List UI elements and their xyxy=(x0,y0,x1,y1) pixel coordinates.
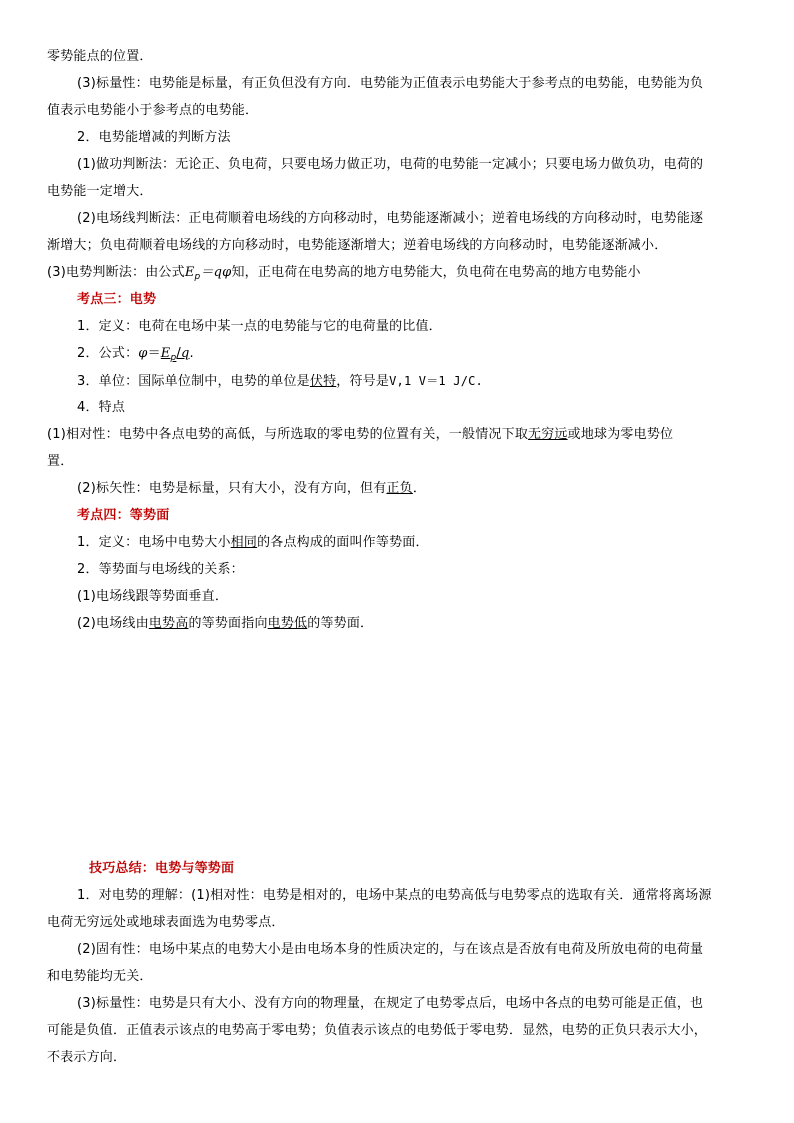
formula-symbol: φ xyxy=(138,346,148,361)
text-line: 2．电势能增减的判断方法 xyxy=(77,130,231,145)
formula-subscript: p xyxy=(194,272,201,282)
text-line xyxy=(77,535,429,551)
text-segment: 的等势面． xyxy=(307,616,374,631)
text-line: 电势能一定增大． xyxy=(47,184,153,199)
underlined-term: 伏特 xyxy=(309,374,337,389)
underlined-term: 正负 xyxy=(386,481,413,496)
text-line: 不表示方向． xyxy=(47,1050,127,1065)
text-segment: 3．单位：国际单位制中，电势的单位是 xyxy=(77,374,310,389)
underlined-term: 电势低 xyxy=(267,616,308,631)
text-segment: 的各点构成的面叫作等势面． xyxy=(257,535,429,550)
text-segment: 1．定义：电场中电势大小 xyxy=(77,535,231,550)
text-line: 1．对电势的理解：(1)相对性：电势是相对的，电场中某点的电势高低与电势零点的选取有关．通常将离场源 xyxy=(77,888,712,903)
text-line-formula xyxy=(47,265,641,285)
text-line: (1)电场线跟等势面垂直． xyxy=(77,589,229,604)
text-line: (3)标量性：电势能是标量，有正负但没有方向．电势能为正值表示电势能大于参考点的电势能，电势能为负 xyxy=(77,76,704,91)
text-line: 1．定义：电荷在电场中某一点的电势能与它的电荷量的比值． xyxy=(77,319,442,334)
text-segment: ． xyxy=(412,481,427,496)
text-segment: (1)相对性：电势中各点电势的高低，与所选取的零电势的位置有关，一般情况下取 xyxy=(47,427,529,442)
text-segment: 的等势面指向 xyxy=(188,616,268,631)
formula-symbol: . xyxy=(189,346,194,361)
text-segment: 2．公式： xyxy=(77,346,139,361)
text-segment: (3)电势判断法：由公式 xyxy=(47,265,185,280)
underlined-term: 电势高 xyxy=(148,616,189,631)
text-line: 渐增大；负电荷顺着电场线的方向移动时，电势能逐渐增大；逆着电场线的方向移动时，电势能逐渐减小． xyxy=(47,238,668,253)
text-line: 电荷无穷远处或地球表面选为电势零点． xyxy=(47,915,285,930)
text-line xyxy=(47,427,673,443)
text-line: 4．特点 xyxy=(77,400,126,415)
text-line: 置． xyxy=(47,454,74,469)
underlined-term: 相同 xyxy=(230,535,258,550)
text-line: (2)电场线判断法：正电荷顺着电场线的方向移动时，电势能逐渐减小；逆着电场线的方向移动时，电势能逐 xyxy=(77,211,704,226)
formula-symbol: / xyxy=(176,346,182,361)
text-line: 可能是负值．正值表示该点的电势高于零电势；负值表示该点的电势低于零电势．显然，电势的正负只表示大小， xyxy=(47,1023,708,1038)
formula-symbol: E xyxy=(160,346,171,361)
text-line: (2)固有性：电场中某点的电势大小是由电场本身的性质决定的，与在该点是否放有电荷及所放电荷的电荷量 xyxy=(77,942,704,957)
text-line: (3)标量性：电势是只有大小、没有方向的物理量，在规定了电势零点后，电场中各点的电势可能是正值，也 xyxy=(77,996,704,1011)
text-segment: 或地球为零电势位 xyxy=(567,427,674,442)
text-segment: (2)标矢性：电势是标量，只有大小，没有方向，但有 xyxy=(77,481,387,496)
text-line: (1)做功判断法：无论正、负电荷，只要电场力做正功，电荷的电势能一定减小；只要电场力做负功，电荷的 xyxy=(77,157,704,172)
underlined-term: 无穷远 xyxy=(528,427,568,442)
formula-symbol: E xyxy=(184,265,195,280)
text-line: 和电势能均无关． xyxy=(47,969,153,984)
text-line xyxy=(77,373,483,390)
section-heading: 考点四：等势面 xyxy=(77,508,170,523)
section-heading: 技巧总结：电势与等势面 xyxy=(89,861,235,876)
formula-symbol: q xyxy=(181,346,190,361)
formula-symbol: ＝ xyxy=(147,346,161,361)
section-heading: 考点三：电势 xyxy=(77,292,157,307)
text-line xyxy=(77,481,426,497)
text-line: 2．等势面与电场线的关系： xyxy=(77,562,244,577)
text-segment: 知，正电荷在电势高的地方电势能大，负电荷在电势高的地方电势能小 xyxy=(231,265,641,280)
text-segment: ，符号是 xyxy=(336,374,390,389)
formula-symbol: ＝qφ xyxy=(200,265,232,280)
text-segment: (2)电场线由 xyxy=(77,616,149,631)
text-line xyxy=(77,616,373,632)
formula-subscript: p xyxy=(170,353,177,363)
text-line-formula xyxy=(77,346,194,366)
unit-text: V,1 V＝1 J/C. xyxy=(389,374,483,388)
text-line: 零势能点的位置． xyxy=(47,49,153,64)
text-line: 值表示电势能小于参考点的电势能． xyxy=(47,103,259,118)
